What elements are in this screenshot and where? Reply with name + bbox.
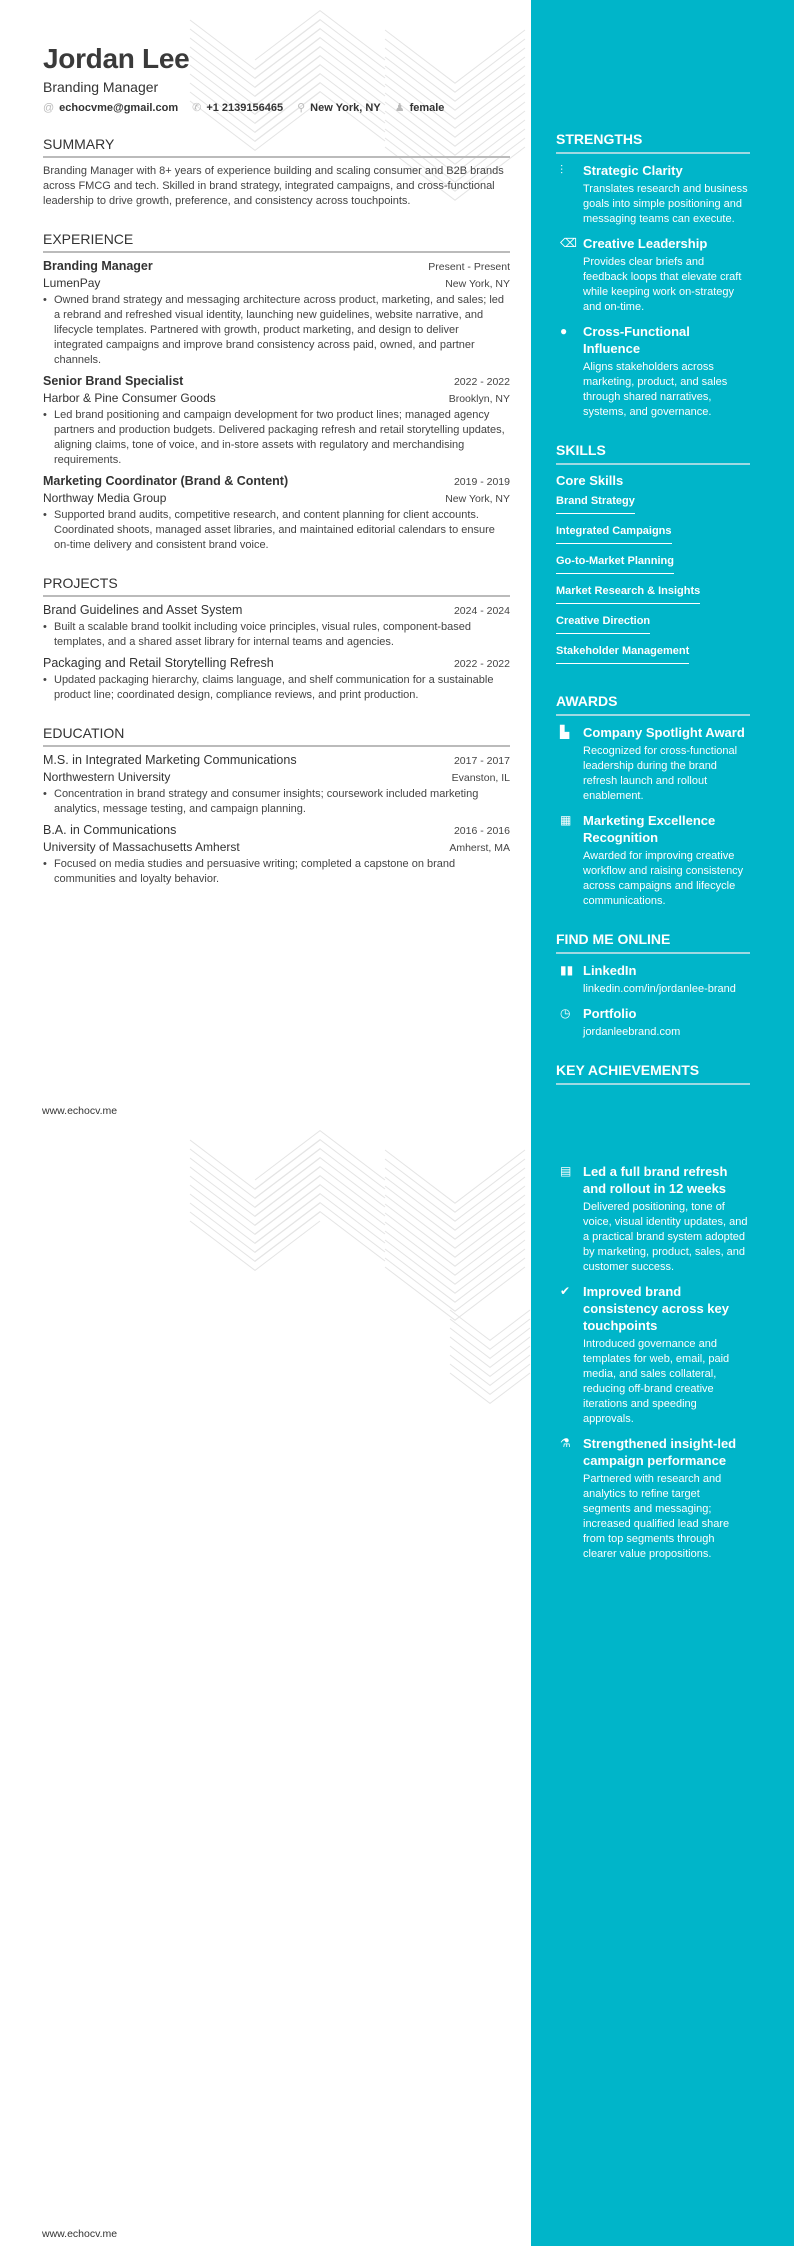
edu-location: Amherst, MA	[449, 842, 510, 854]
item-desc: Aligns stakeholders across marketing, product, and sales through shared narratives, systems, and governance.	[583, 361, 728, 418]
skill-tag: Go-to-Market Planning	[556, 555, 674, 574]
job-location: New York, NY	[445, 278, 510, 290]
school: University of Massachusetts Amherst	[43, 840, 240, 854]
job-role: Senior Brand Specialist	[43, 374, 184, 388]
experience-item	[43, 259, 510, 368]
sliders-icon: ⫶	[560, 163, 564, 177]
skill-tag: Stakeholder Management	[556, 645, 689, 664]
item-title: Portfolio	[583, 1006, 637, 1021]
item-title: LinkedIn	[583, 963, 637, 978]
project-dates: 2022 - 2022	[453, 658, 510, 670]
book-icon: ▮▮	[560, 963, 574, 977]
education-item	[43, 753, 510, 817]
bullet: • Focused on media studies and persuasive writing; completed a capstone on brand communities and loyalty behavior.	[43, 857, 510, 887]
online-item	[556, 962, 750, 997]
job-dates: Present - Present	[428, 261, 510, 273]
bullet-list	[43, 673, 510, 703]
item-subheader	[43, 770, 510, 784]
candidate-name: Jordan Lee	[43, 43, 190, 74]
achievements-list	[556, 1163, 750, 1570]
bullet: • Updated packaging hierarchy, claims language, and shelf communication for a sustainable product line; coordinated design, compliance reviews, and print production.	[43, 673, 510, 703]
section-heading: EDUCATION	[43, 725, 510, 747]
bullet: • Built a scalable brand toolkit including voice principles, visual rules, component-based templates, and a shared asset library for internal teams and agencies.	[43, 620, 510, 650]
summary-section	[43, 136, 510, 209]
section-heading: STRENGTHS	[556, 131, 750, 154]
section-heading: EXPERIENCE	[43, 231, 510, 253]
item-body	[583, 162, 750, 227]
item-body	[583, 724, 750, 804]
item-desc: Translates research and business goals into simple positioning and messaging teams can execute.	[583, 183, 748, 225]
skill-row	[556, 611, 750, 641]
edu-dates: 2016 - 2016	[453, 825, 510, 837]
section-heading: SUMMARY	[43, 136, 510, 158]
item-header	[43, 753, 510, 767]
item-desc: linkedin.com/in/jordanlee-brand	[583, 983, 736, 995]
item-header	[43, 823, 510, 837]
tag-icon: ⌫	[560, 236, 577, 250]
footer-link[interactable]: www.echocv.me	[42, 1105, 118, 1117]
check-circle-icon: ✔	[560, 1284, 571, 1298]
item-title: Strategic Clarity	[583, 163, 683, 178]
item-header	[43, 603, 510, 617]
document-icon: ▙	[560, 725, 570, 739]
section-heading: SKILLS	[556, 442, 750, 465]
email[interactable]: echocvme@gmail.com	[59, 101, 179, 114]
location: New York, NY	[310, 102, 381, 114]
strengths-section	[556, 131, 750, 420]
project-name: Packaging and Retail Storytelling Refresh	[43, 656, 274, 670]
candidate-title: Branding Manager	[43, 79, 159, 95]
item-body	[583, 235, 750, 315]
project-name: Brand Guidelines and Asset System	[43, 603, 243, 617]
phone[interactable]: +1 2139156465	[206, 102, 284, 114]
job-location: New York, NY	[445, 493, 510, 505]
item-title: Improved brand consistency across key touchpoints	[583, 1284, 729, 1333]
person-icon: ♟	[394, 102, 405, 114]
item-title: Marketing Excellence Recognition	[583, 813, 716, 845]
item-header	[43, 259, 510, 273]
skill-row	[556, 551, 750, 581]
item-body	[583, 812, 750, 909]
skills-section	[556, 442, 750, 671]
bullet: • Supported brand audits, competitive research, and content planning for client accounts. Coordinated shoots, managed asset libraries, and maintained editorial calendars to ensure on-time delivery and consistent brand voice.	[43, 508, 510, 553]
company: Northway Media Group	[43, 491, 167, 505]
bullet-list	[43, 293, 510, 368]
bullet-list	[43, 857, 510, 887]
item-desc: Delivered positioning, tone of voice, visual identity updates, and a practical brand system adopted by marketing, product, sales, and customer success.	[583, 1201, 748, 1273]
item-title: Strengthened insight-led campaign performance	[583, 1436, 737, 1468]
item-subheader	[43, 840, 510, 854]
bullet: • Concentration in brand strategy and consumer insights; coursework included marketing analytics, message testing, and campaign planning.	[43, 787, 510, 817]
education-section	[43, 725, 510, 887]
edu-dates: 2017 - 2017	[453, 755, 510, 767]
item-subheader	[43, 391, 510, 405]
item-desc: Introduced governance and templates for web, email, paid media, and sales collateral, reducing off-brand creative iterations and speeding approvals.	[583, 1338, 730, 1425]
skill-tag: Market Research & Insights	[556, 585, 700, 604]
job-role: Branding Manager	[43, 259, 153, 273]
email-icon: @	[43, 101, 55, 114]
footer-link[interactable]: www.echocv.me	[42, 2228, 118, 2240]
item-body	[583, 1005, 680, 1040]
item-body	[583, 1283, 750, 1427]
school: Northwestern University	[43, 770, 171, 784]
item-title: Cross-Functional Influence	[583, 324, 690, 356]
project-item	[43, 656, 510, 703]
degree: B.A. in Communications	[43, 823, 177, 837]
item-title: Led a full brand refresh and rollout in 12 weeks	[583, 1164, 728, 1196]
store-icon: ▦	[560, 813, 572, 827]
skill-tag: Brand Strategy	[556, 495, 635, 514]
item-body	[583, 323, 750, 420]
experience-item	[43, 374, 510, 468]
edu-location: Evanston, IL	[451, 772, 510, 784]
main-column	[43, 43, 510, 893]
skill-row	[556, 521, 750, 551]
company: Harbor & Pine Consumer Goods	[43, 391, 216, 405]
item-body	[583, 962, 736, 997]
bullet-list	[43, 408, 510, 468]
skill-tag: Creative Direction	[556, 615, 650, 634]
achievements-item	[556, 1435, 750, 1562]
bullet: • Led brand positioning and campaign development for two product lines; managed agency partners and production budgets. Delivered packaging refresh and retail storytelling updates, aligning claims, tone of voice, and in-store assets with regulatory and merchandising requirements.	[43, 408, 510, 468]
clock-icon: ◷	[560, 1006, 571, 1020]
phone-icon: ✆	[192, 102, 202, 114]
experience-section	[43, 231, 510, 553]
item-title: Creative Leadership	[583, 236, 708, 251]
online-item	[556, 1005, 750, 1040]
item-subheader	[43, 276, 510, 290]
gender: female	[409, 102, 445, 114]
skill-row	[556, 641, 750, 671]
section-heading: PROJECTS	[43, 575, 510, 597]
bullet-list	[43, 508, 510, 553]
location-icon: ⚲	[297, 102, 306, 114]
item-desc: Partnered with research and analytics to refine target segments and messaging; increased qualified lead share from top segments through clearer value propositions.	[583, 1473, 730, 1560]
project-item	[43, 603, 510, 650]
item-desc: Provides clear briefs and feedback loops that elevate craft while keeping work on-strategy and on-time.	[583, 256, 742, 313]
company: LumenPay	[43, 276, 101, 290]
item-body	[583, 1435, 750, 1562]
projects-section	[43, 575, 510, 703]
skill-row	[556, 581, 750, 611]
skill-group-label: Core Skills	[556, 473, 624, 488]
item-header	[43, 474, 510, 488]
section-heading: KEY ACHIEVEMENTS	[556, 1062, 750, 1085]
file-search-icon: ▤	[560, 1164, 572, 1178]
item-subheader	[43, 491, 510, 505]
section-heading: AWARDS	[556, 693, 750, 716]
awards-item	[556, 812, 750, 909]
item-desc: Awarded for improving creative workflow and raising consistency across campaigns and lifecycle communications.	[583, 850, 744, 907]
achievements-item	[556, 1283, 750, 1427]
awards-section	[556, 693, 750, 909]
contact-row	[43, 101, 510, 114]
skill-tag: Integrated Campaigns	[556, 525, 672, 544]
online-section	[556, 931, 750, 1040]
degree: M.S. in Integrated Marketing Communications	[43, 753, 297, 767]
experience-item	[43, 474, 510, 553]
summary-text: Branding Manager with 8+ years of experience building and scaling consumer and B2B brands across FMCG and tech. Skilled in brand strategy, integrated campaigns, and cross-functional leadership to drive growth, preference, and consistency across touchpoints.	[43, 165, 504, 207]
bullet-list	[43, 787, 510, 817]
job-location: Brooklyn, NY	[448, 393, 510, 405]
skill-row	[556, 491, 750, 521]
job-role: Marketing Coordinator (Brand & Content)	[43, 474, 289, 488]
education-item	[43, 823, 510, 887]
strengths-item	[556, 162, 750, 227]
flask-icon: ⚗	[560, 1436, 571, 1450]
job-dates: 2019 - 2019	[453, 476, 510, 488]
strengths-item	[556, 235, 750, 315]
achievements-section	[556, 1062, 750, 1085]
awards-item	[556, 724, 750, 804]
item-desc: Recognized for cross-functional leadership during the brand refresh launch and rollout enablement.	[583, 745, 738, 802]
job-dates: 2022 - 2022	[453, 376, 510, 388]
section-heading: FIND ME ONLINE	[556, 931, 750, 954]
project-dates: 2024 - 2024	[453, 605, 510, 617]
bullet: • Owned brand strategy and messaging architecture across product, marketing, and sales; led a rebrand and refreshed visual identity, launching new guidelines, website narrative, and lifecycle templates. Partnered with growth, product marketing, and design to deliver integrated campaigns and improve brand consistency across paid, owned, and partner channels.	[43, 293, 510, 368]
achievements-item	[556, 1163, 750, 1275]
item-title: Company Spotlight Award	[583, 725, 745, 740]
item-header	[43, 374, 510, 388]
item-body	[583, 1163, 750, 1275]
strengths-item	[556, 323, 750, 420]
bullet-list	[43, 620, 510, 650]
item-header	[43, 656, 510, 670]
sidebar-page1	[556, 131, 750, 1107]
circle-icon: ●	[560, 324, 568, 338]
item-desc: jordanleebrand.com	[583, 1026, 681, 1038]
